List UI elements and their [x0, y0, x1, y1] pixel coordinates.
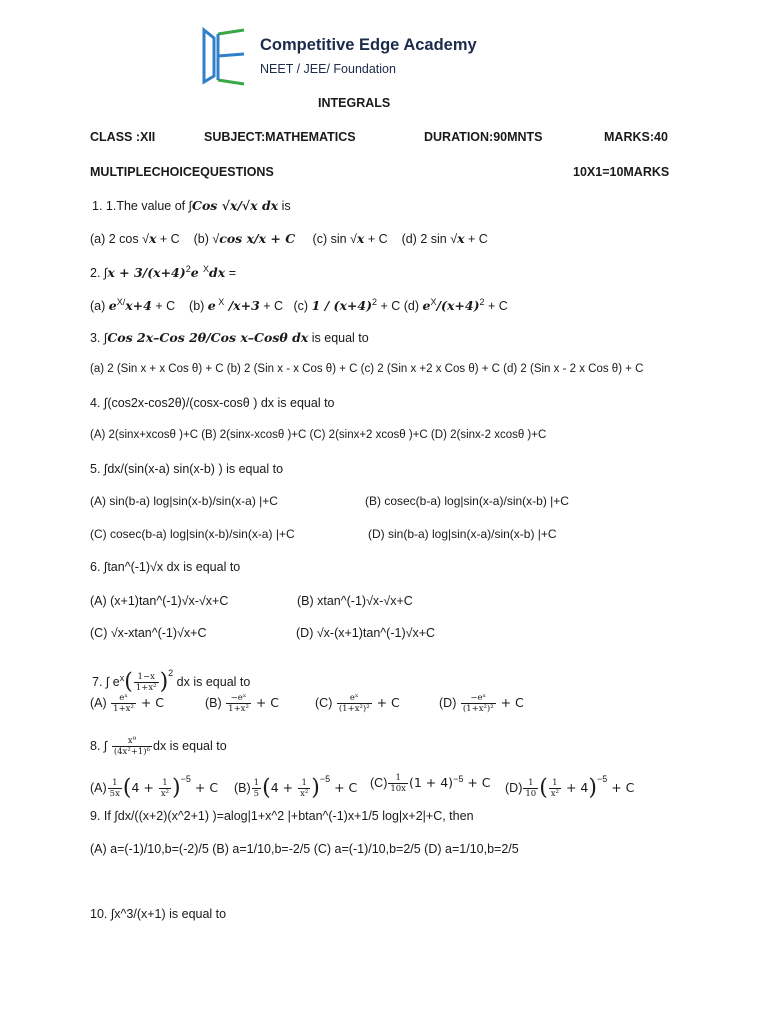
q1-opt-d: (d) 2 sin √x + C: [401, 231, 488, 246]
q8-fraction: $\frac{\text{x⁹}}{\text{(4x²+1)⁶}}$: [113, 736, 150, 758]
q7-opt-b: (B) $\frac{\text{−eˣ}}{\text{1+x²}}$ + C: [205, 693, 280, 715]
q2-opt-c: (c) $1 / (x+4)^2 + C$: [293, 297, 401, 313]
q6-opt-d: (D) √x-(x+1)tan^(-1)⁡√x+C: [296, 626, 436, 640]
q2-opt-b: (b) e $^X$ /x+3 + C: [189, 297, 284, 313]
q8-opt-a: (A) $\frac{1}{5x}$ (4 + $\frac{1}{\text{x²}}$ )$^{-5}$ + C: [90, 774, 219, 801]
brand-name: Competitive Edge Academy: [260, 36, 477, 54]
question-8: 8. ∫ $\frac{\text{x⁹}}{\text{(4x²+1)⁶}}$ dx is equal to: [90, 736, 227, 758]
q5-opt-c: (C) cosec⁡⁡(b-a) log⁡⁡|sin⁡⁡(x-b)/sin⁡⁡(x-a) |+C: [90, 527, 295, 541]
question-9: 9. If ∫dx/((x+2)(x^2+1) )=alog⁡⁡|1+x^2 |+btan^(-1)⁡⁡x+1/5 log⁡⁡|x+2|+C, then: [90, 809, 474, 823]
q6-opt-a: (A) (x+1)tan^(-1)⁡√x-√x+C: [90, 594, 229, 608]
q7-fraction: $\frac{1-x}{\text{1+x²}}$: [135, 672, 157, 694]
q5-opt-d: (D) sin⁡⁡(b-a) log⁡⁡|sin⁡⁡(x-a)/sin⁡⁡(x-b) |+C: [368, 527, 557, 541]
q2-opt-a: (a) $e^{X/}x+4 + C$: [90, 297, 176, 313]
q1-expr: Cos √x/√x dx: [192, 198, 279, 213]
question-5: 5. ∫dx/(sin⁡⁡(x-a) sin⁡⁡(x-b) ) is equal to: [90, 462, 284, 476]
duration-label: DURATION:90MNTS: [424, 130, 543, 144]
brand-tagline: NEET / JEE/ Foundation: [260, 62, 396, 76]
q1-opt-b: (b) √cos x/x + C: [193, 231, 296, 246]
q2-opt-d: (d) $e^X/(x+4)^2 + C$: [400, 297, 508, 313]
question-3: 3. ∫Cos 2x–Cos 2θ/Cos x–Cosθ dx is equal to: [90, 330, 369, 345]
class-label: CLASS :XII: [90, 130, 156, 144]
academy-logo: [200, 26, 500, 88]
q7-opt-c: (C) $\frac{\text{eˣ}}{\text{(1+x²)²}}$ + C: [315, 693, 400, 715]
q3-options: (a) 2 (Sin x + x Cos θ) + C (b) 2 (Sin x - x Cos θ) + C (c) 2 (Sin x +2 x Cos θ) + C (d) 2 (Sin x - 2 x Cos θ) + C: [90, 363, 644, 375]
q1-suffix: is: [278, 199, 291, 213]
q6-opt-c: (C) √x-xtan^(-1)⁡√x+C: [90, 626, 207, 640]
question-4: 4. ∫(cos⁡⁡2x-cos⁡⁡2θ)/(cos⁡⁡x-cos⁡⁡θ ) dx is equal to: [90, 396, 335, 410]
section-marks: 10X1=10MARKS: [573, 165, 670, 179]
q8-opt-b: (B) $\frac{1}{5}$ (4 + $\frac{1}{\text{x²}}$ )$^{-5}$ + C: [234, 774, 358, 801]
question-2: 2. $\int x + 3/(x+4)^2e$ $^X$dx =: [90, 264, 237, 280]
q1-opt-a: (a) 2 cos √x + C: [90, 231, 180, 246]
question-10: 10. ∫x^3/(x+1) is equal to: [90, 907, 227, 921]
q1-options: [90, 231, 488, 246]
q4-options: (A) 2(sin⁡⁡x+xcos⁡⁡θ )+C (B) 2(sin⁡⁡x-xcos⁡⁡θ )+C (C) 2(sin⁡⁡x+2 xcos⁡⁡θ )+C (D) 2(sin⁡⁡x-2 xcos⁡⁡θ )+C: [90, 429, 547, 441]
q1-prefix: 1. 1.The value of ∫: [92, 199, 193, 213]
question-6: 6. ∫tan^(-1)⁡√x dx is equal to: [90, 560, 241, 574]
question-1: [92, 198, 291, 213]
q1-opt-c: (c) sin √x + C: [312, 231, 388, 246]
q8-opt-c: (C) $\frac{1}{10x}$ $(1 + 4)^{-5} + C$: [370, 773, 491, 795]
marks-label: MARKS:40: [604, 130, 668, 144]
question-7: 7. ∫ $e^x$( $\frac{1-x}{\text{1+x²}}$ )$^2$ dx is equal to: [92, 668, 251, 695]
q8-opt-d: (D) $\frac{1}{10}$ ( $\frac{1}{\text{x²}}$ + 4)$^{-5}$ + C: [505, 774, 635, 801]
q5-opt-a: (A) sin⁡⁡(b-a) log⁡⁡|sin⁡⁡(x-b)/sin⁡⁡(x-a) |+C: [90, 494, 278, 508]
q6-opt-b: (B) xtan^(-1)⁡√x-√x+C: [297, 594, 413, 608]
q2-options: [90, 297, 508, 313]
q5-opt-b: (B) cosec⁡⁡(b-a) log⁡⁡|sin⁡⁡(x-a)/sin⁡⁡(x-b) |+C: [365, 494, 569, 508]
logo-mark-icon: [200, 26, 248, 88]
q7-opt-d: (D) $\frac{\text{−eˣ}}{\text{(1+x²)²}}$ + C: [439, 693, 524, 715]
section-title: MULTIPLECHOICEQUESTIONS: [90, 165, 274, 179]
subject-label: SUBJECT:MATHEMATICS: [204, 130, 356, 144]
q9-options: (A) a=(-1)/10,b=(-2)/5 (B) a=1/10,b=-2/5 (C) a=(-1)/10,b=2/5 (D) a=1/10,b=2/5: [90, 842, 519, 856]
page-title: INTEGRALS: [318, 96, 391, 110]
q7-opt-a: (A) $\frac{\text{eˣ}}{\text{1+x²}}$ + C: [90, 693, 165, 715]
